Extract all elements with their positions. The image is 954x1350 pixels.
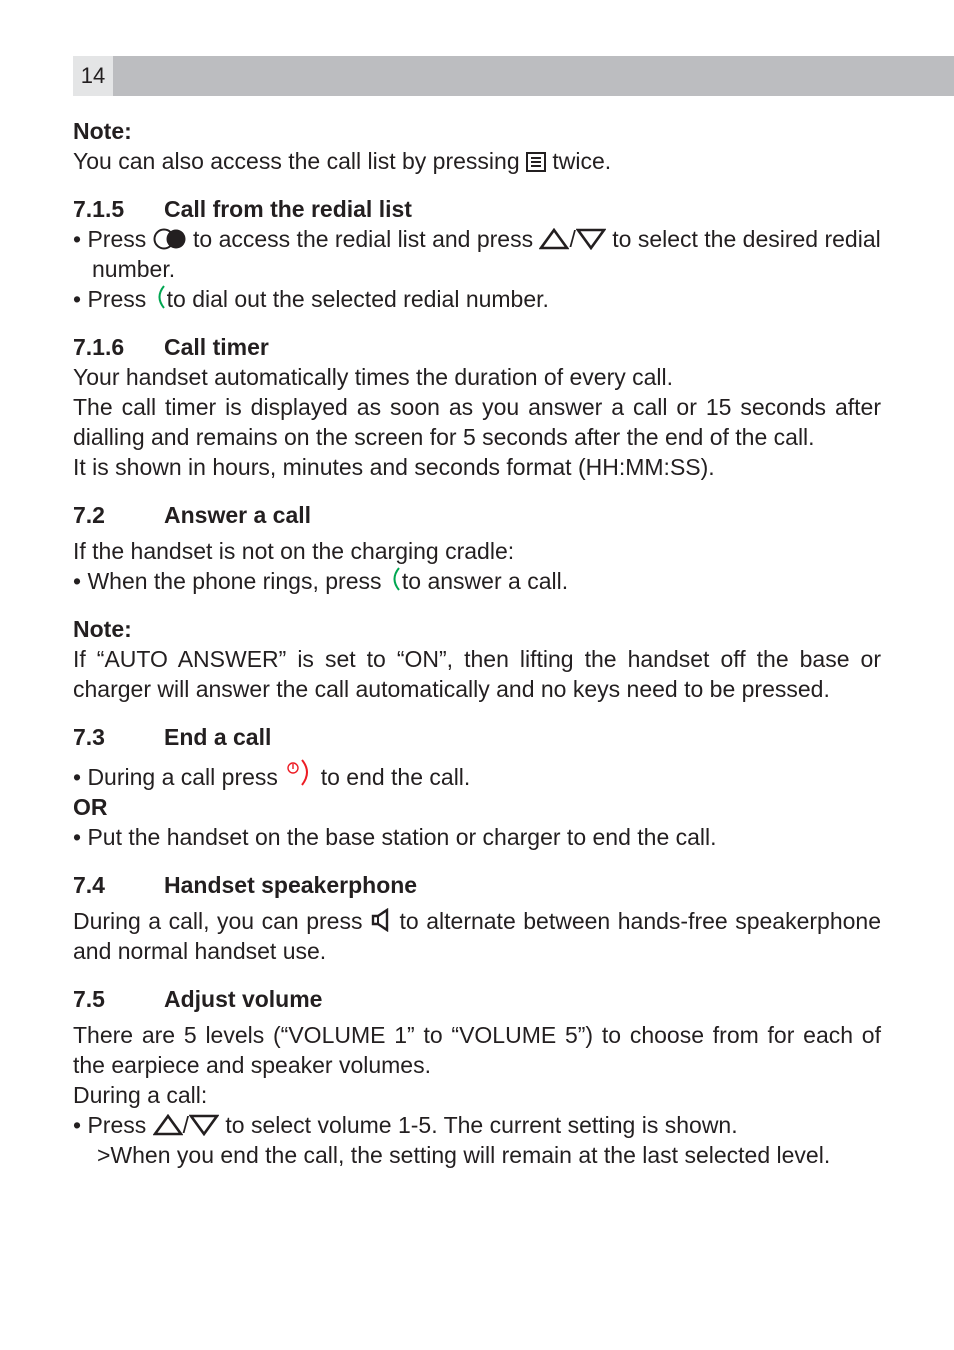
paragraph: There are 5 levels (“VOLUME 1” to “VOLUME 5”) to choose from for each of the earpiece and speaker volumes. [73, 1022, 881, 1078]
list-item: • Press to dial out the selected redial number. [73, 286, 549, 312]
up-icon [153, 1114, 183, 1136]
note-label: Note: [73, 616, 132, 642]
down-icon [189, 1114, 219, 1136]
section-heading-7-1-5: 7.1.5 Call from the redial list [73, 196, 412, 222]
list-item: • During a call press to end the call. [73, 758, 881, 792]
section-heading-7-5: 7.5 Adjust volume [73, 986, 323, 1012]
up-icon [539, 228, 569, 250]
list-item: • Put the handset on the base station or charger to end the call. [73, 824, 717, 850]
paragraph: During a call: [73, 1082, 208, 1108]
down-icon [576, 228, 606, 250]
paragraph: It is shown in hours, minutes and seconds format (HH:MM:SS). [73, 454, 715, 480]
paragraph: During a call, you can press to alternate between hands-free speakerphone and normal handset use. [73, 908, 882, 964]
section-heading-7-1-6: 7.1.6 Call timer [73, 334, 269, 360]
paragraph: Your handset automatically times the duration of every call. [73, 364, 674, 390]
paragraph: The call timer is displayed as soon as you answer a call or 15 seconds after dialling and remains on the screen for 5 seconds after the end of the call. [73, 394, 881, 450]
menu-icon [526, 152, 546, 172]
talk-icon [388, 566, 402, 592]
section-heading-7-2: 7.2 Answer a call [73, 502, 312, 528]
end-call-icon [284, 758, 314, 788]
paragraph: If the handset is not on the charging cradle: [73, 538, 515, 564]
speaker-icon [370, 908, 392, 932]
header-bar [73, 56, 954, 96]
note-label: Note: [73, 118, 132, 144]
page-content [73, 116, 881, 1170]
page-number: 14 [73, 56, 113, 96]
list-item: • Press / to select volume 1-5. The current setting is shown. [73, 1112, 738, 1138]
or-label: OR [73, 794, 108, 820]
list-item: • When the phone rings, press to answer a call. [73, 568, 569, 594]
note-text: If “AUTO ANSWER” is set to “ON”, then lifting the handset off the base or charger will answer the call automatically and no keys need to be pressed. [73, 646, 881, 702]
list-item: • Press to access the redial list and press / to select the desired redial number. [73, 226, 881, 282]
talk-icon [153, 284, 167, 310]
note-text: You can also access the call list by pressing twice. [73, 148, 612, 174]
section-heading-7-4: 7.4 Handset speakerphone [73, 872, 418, 898]
redial-icon [153, 228, 187, 250]
sub-list-item: >When you end the call, the setting will remain at the last selected level. [97, 1142, 831, 1168]
section-heading-7-3: 7.3 End a call [73, 724, 272, 750]
